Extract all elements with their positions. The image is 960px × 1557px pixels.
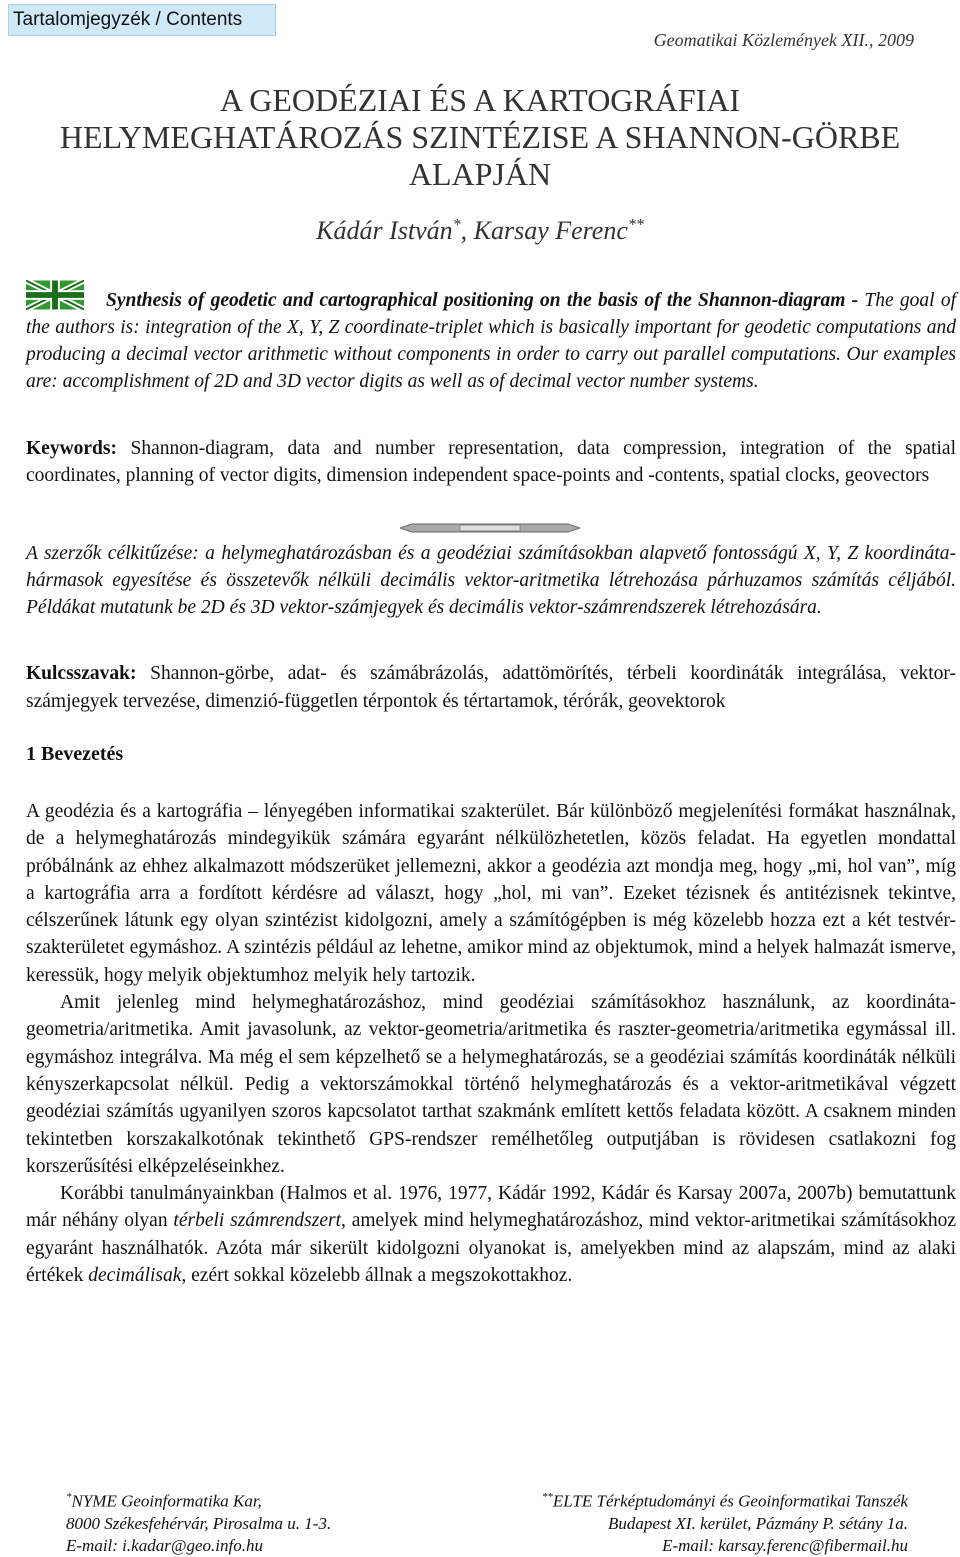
paragraph-3-emphasis-2: decimálisak, bbox=[88, 1265, 187, 1287]
keywords-hu-label: Kulcsszavak: bbox=[26, 663, 137, 684]
abstract-hu: A szerzők célkitűzése: a helymeghatározásban és a geodéziai számításokban alapvető fontosságú X, Y, Z koordináta-hármasok egyesítése és összetevők nélküli decimális vektor-aritmetika létrehozása párhuzamos számítás céljából. Példákat mutatunk be 2D és 3D vektor-számjegyek és decimális vektor-számrendszerek létrehozására. bbox=[26, 543, 956, 618]
abstract-en-text: The goal of the authors is: integration of the X, Y, Z coordinate-triplet which is basically important for geodetic computations and producing a decimal vector arithmetic without components in order to carry out parallel computations. Our examples are: accomplishment of 2D and 3D vector digits as well as of decimal vector number systems. bbox=[26, 290, 957, 392]
keywords-hu bbox=[26, 660, 956, 716]
keywords-en-label: Keywords: bbox=[26, 438, 117, 459]
author-1-mark: * bbox=[452, 216, 461, 234]
title-line-1: A GEODÉZIAI ÉS A KARTOGRÁFIAI bbox=[219, 82, 741, 118]
paragraph-2: Amit jelenleg mind helymeghatározáshoz, mind geodéziai számításokhoz használunk, az koordináta-geometria/aritmetika. Amit javasolunk, az vektor-geometria/aritmetika és raszter-geometria/aritmetika egymással ill. egymáshoz integrálva. Ma még el sem képzelhető se a helymeghatározás, se a geodéziai számítás koordináták nélküli kényszerkapcsolat nélkül. Pedig a vektorszámokkal történő helymeghatározás és a vektor-aritmetikával végzett geodéziai számítás ugyanilyen szoros kapcsolatot tarthat szakmánk említett kettős feladata között. A csaknem minden tekintetben korszakalkotónak tekinthető GPS-rendszer remélhetőleg outputjában is rövidesen csatlakozni fog korszerűsítési elképzeléseinkhez. bbox=[26, 992, 956, 1177]
footnote-left-email[interactable]: E-mail: i.kadar@geo.info.hu bbox=[66, 1535, 263, 1555]
footnote-right bbox=[542, 1486, 908, 1557]
abstract-en bbox=[26, 287, 956, 395]
author-separator: , bbox=[460, 216, 474, 245]
section-heading: 1 Bevezetés bbox=[26, 743, 124, 765]
title-line-3: ALAPJÁN bbox=[408, 156, 552, 192]
footnote-right-email[interactable]: E-mail: karsay.ferenc@fibermail.hu bbox=[662, 1535, 908, 1555]
author-2-mark: ** bbox=[627, 216, 644, 234]
body-text bbox=[26, 798, 956, 1289]
paper-title bbox=[0, 82, 960, 193]
toc-link[interactable]: Tartalomjegyzék / Contents bbox=[8, 4, 276, 36]
footnote-left-mark: * bbox=[66, 1491, 72, 1503]
paragraph-3 bbox=[26, 1180, 956, 1289]
author-2: Karsay Ferenc bbox=[473, 216, 628, 245]
footnote-right-line-2: Budapest XI. kerület, Pázmány P. sétány 1a. bbox=[608, 1513, 908, 1533]
footnote-left bbox=[66, 1486, 331, 1557]
paragraph-1: A geodézia és a kartográfia – lényegében informatikai szakterület. Bár különböző megjelenítési formákat használnak, de a helymeghatározás mindegyikük számára egyaránt nélkülözhetetlen, közös feladat. Ha egyetlen mondattal próbálnánk az ehhez alkalmazott módszerüket jellemezni, akkor a geodézia azt mondja meg, hogy „mi, hol van”, míg a kartográfia arra a fordított kérdésre ad választ, hogy „hol, mi van”. Ezeket tézisnek és antitézisnek tekintve, célszerűnek látunk egy olyan szintézist kidolgozni, amely a számítógépben is még közelebb hozza ezt a két testvér-szakterületet egymáshoz. A szintézis például az lehetne, amikor mind az objektumok, mind a helyek halmazát ismerve, keressük, hogy melyik objektumhoz melyik hely tartozik. bbox=[26, 801, 956, 986]
footnote-right-mark: ** bbox=[541, 1491, 553, 1503]
footnote-left-line-2: 8000 Székesfehérvár, Pirosalma u. 1-3. bbox=[66, 1513, 332, 1533]
keywords-hu-text: Shannon-görbe, adat- és számábrázolás, adattömörítés, térbeli koordináták integrálása, vektor-számjegyek tervezése, dimenzió-független térpontok és tértartamok, térórák, geovektorok bbox=[26, 663, 956, 712]
authors bbox=[0, 216, 960, 246]
paragraph-3-part-a: Korábbi tanulmányainkban (Halmos et al. 1976, 1977, Kádár 1992, Kádár és Karsay 2007a, 2007b) bemutattunk már néhány olyan bbox=[26, 1183, 956, 1232]
footnote-left-line-1: NYME Geoinformatika Kar, bbox=[71, 1491, 262, 1511]
paragraph-3-part-b: , amelyek mind helymeghatározáshoz, mind vektor-aritmetikai számításokhoz egyaránt használhatók. Azóta már sikerült kidolgozni olyanokat is, amelyekben mind az alapszám, mind az alaki értékek bbox=[26, 1210, 956, 1287]
footnote-right-line-1: ELTE Térképtudományi és Geoinformatikai Tanszék bbox=[552, 1491, 908, 1511]
abstract-en-lead: Synthesis of geodetic and cartographical positioning on the basis of the Shannon-diagram - bbox=[106, 290, 859, 311]
paragraph-3-emphasis-1: térbeli számrendszert bbox=[173, 1210, 341, 1232]
journal-header: Geomatikai Közlemények XII., 2009 bbox=[653, 30, 914, 50]
keywords-en-text: Shannon-diagram, data and number representation, data compression, integration of the spatial coordinates, planning of vector digits, dimension independent space-points and -contents, spatial clocks, geovectors bbox=[26, 438, 956, 486]
author-1: Kádár István bbox=[316, 216, 453, 245]
separator-ornament bbox=[400, 522, 580, 534]
paragraph-3-part-c: ezért sokkal közelebb állnak a megszokottakhoz. bbox=[186, 1265, 573, 1287]
keywords-en bbox=[26, 435, 956, 489]
title-line-2: HELYMEGHATÁROZÁS SZINTÉZISE A SHANNON-GÖRBE bbox=[59, 119, 901, 155]
